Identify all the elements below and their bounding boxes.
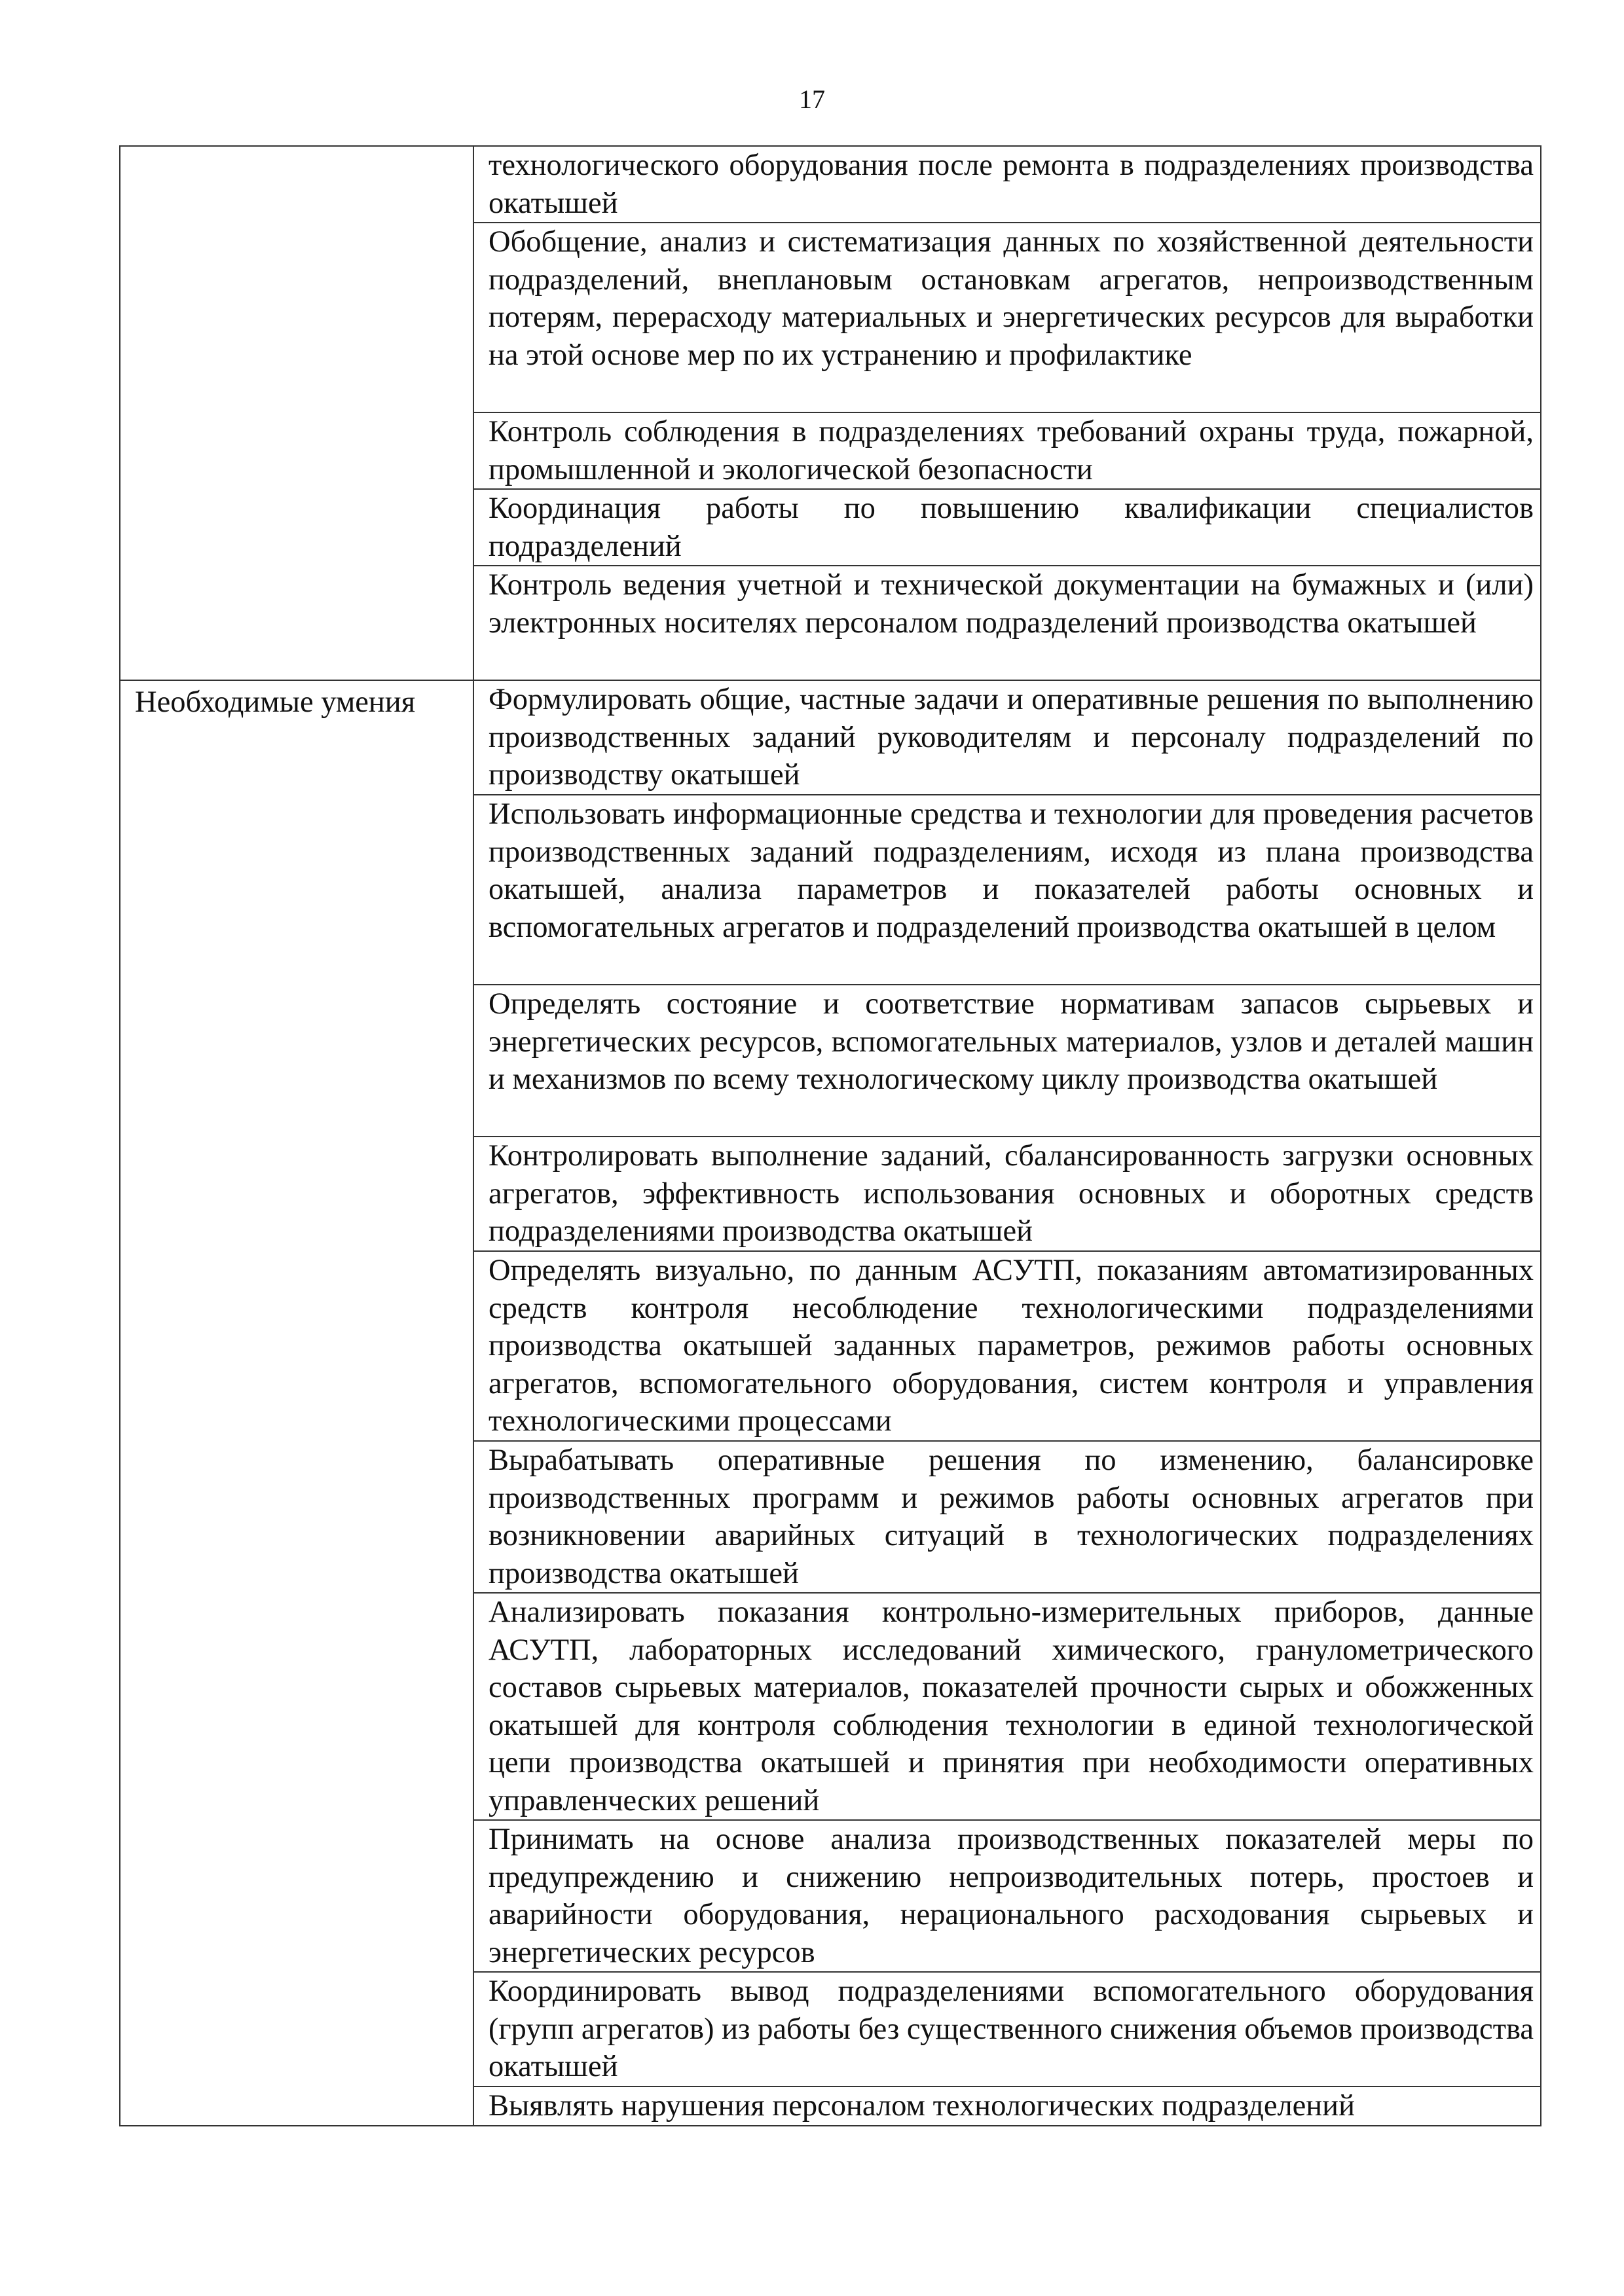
page-number: 17 [799, 84, 825, 114]
table-cell: Анализировать показания контрольно-измерительных приборов, данные АСУТП, лабораторных исследований химического, гранулометрического составов сырьевых материалов, показателей прочности сырых и обожженных окатышей для контроля соблюдения технологии в единой технологической цепи производства окатышей и принятия при необходимости оперативных управленческих решений [473, 1593, 1541, 1820]
table-cell: Формулировать общие, частные задачи и оперативные решения по выполнению производственных заданий руководителям и персоналу подразделений по производству окатышей [473, 680, 1541, 795]
table-cell: Выявлять нарушения персоналом технологических подразделений [473, 2086, 1541, 2126]
table-cell: Определять состояние и соответствие нормативам запасов сырьевых и энергетических ресурсов, вспомогательных материалов, узлов и деталей машин и механизмов по всему технологическому циклу производства окатышей [473, 985, 1541, 1137]
row-label-empty [120, 146, 473, 680]
table-cell: Вырабатывать оперативные решения по изменению, балансировке производственных программ и режимов работы основных агрегатов при возникновении аварийных ситуаций в технологических подразделениях производства окатышей [473, 1441, 1541, 1593]
table-cell: Контроль ведения учетной и технической документации на бумажных и (или) электронных носителях персоналом подразделений производства окатышей [473, 566, 1541, 680]
qualification-table [119, 145, 1541, 2126]
table-cell: Определять визуально, по данным АСУТП, показаниям автоматизированных средств контроля несоблюдение технологическими подразделениями производства окатышей заданных параметров, режимов работы основных агрегатов, вспомогательного оборудования, систем контроля и управления технологическими процессами [473, 1251, 1541, 1441]
table-cell: технологического оборудования после ремонта в подразделениях производства окатышей [473, 146, 1541, 223]
table-cell: Использовать информационные средства и технологии для проведения расчетов производственных заданий подразделениям, исходя из плана производства окатышей, анализа параметров и показателей работы основных и вспомогательных агрегатов и подразделений производства окатышей в целом [473, 795, 1541, 985]
table-cell: Координировать вывод подразделениями вспомогательного оборудования (групп агрегатов) из работы без существенного снижения объемов производства окатышей [473, 1972, 1541, 2086]
table-row [120, 146, 1541, 223]
table-cell: Контролировать выполнение заданий, сбалансированность загрузки основных агрегатов, эффективность использования основных и оборотных средств подразделениями производства окатышей [473, 1137, 1541, 1251]
table-row [120, 680, 1541, 795]
table-cell: Координация работы по повышению квалификации специалистов подразделений [473, 489, 1541, 566]
table-cell: Принимать на основе анализа производственных показателей меры по предупреждению и снижению непроизводительных потерь, простоев и аварийности оборудования, нерационального расходования сырьевых и энергетических ресурсов [473, 1820, 1541, 1972]
row-label-required-skills: Необходимые умения [120, 680, 473, 2126]
table-cell: Обобщение, анализ и систематизация данных по хозяйственной деятельности подразделений, внеплановым остановкам агрегатов, непроизводственным потерям, перерасходу материальных и энергетических ресурсов для выработки на этой основе мер по их устранению и профилактике [473, 223, 1541, 412]
table-cell: Контроль соблюдения в подразделениях требований охраны труда, пожарной, промышленной и экологической безопасности [473, 412, 1541, 489]
